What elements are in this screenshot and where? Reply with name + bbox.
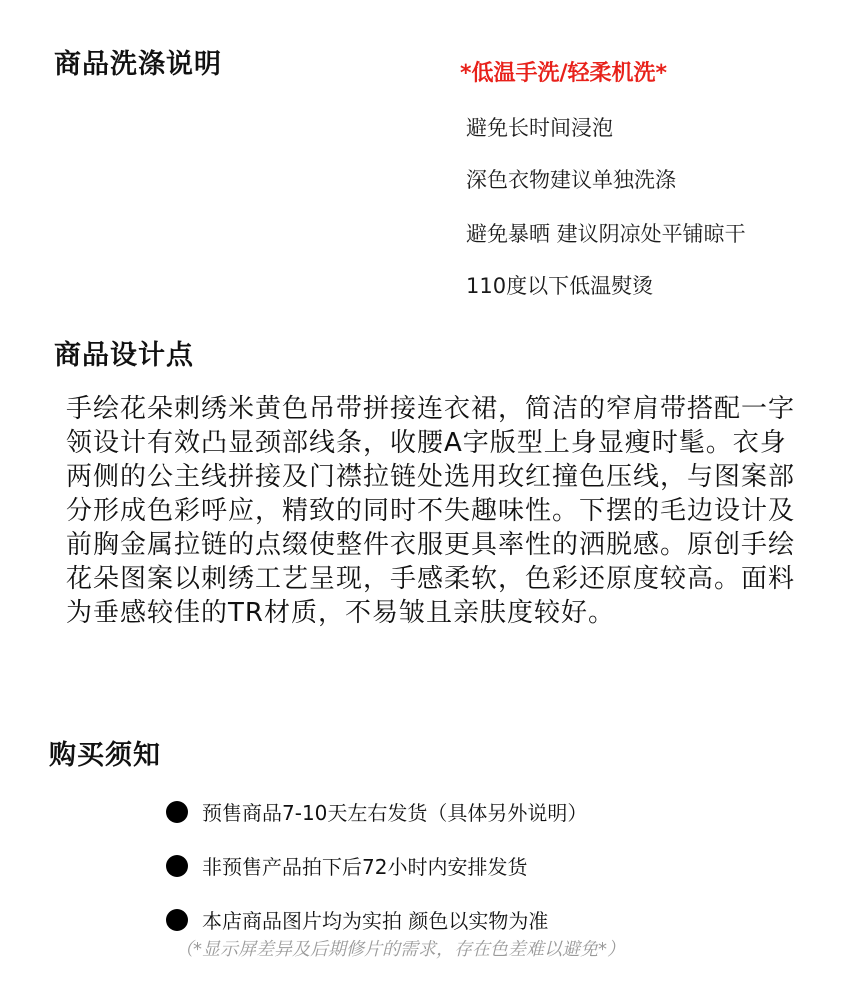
- washing-item: 110度以下低温熨烫: [466, 274, 654, 298]
- washing-item: 避免暴晒 建议阴凉处平铺晾干: [466, 222, 746, 246]
- washing-item: 避免长时间浸泡: [466, 116, 613, 140]
- bullet-icon: [166, 855, 188, 877]
- purchase-title: 购买须知: [49, 740, 161, 771]
- purchase-note: （*显示屏差异及后期修片的需求，存在色差难以避免*）: [175, 939, 625, 960]
- washing-title: 商品洗涤说明: [54, 49, 222, 80]
- bullet-icon: [166, 801, 188, 823]
- purchase-item-text: 非预售产品拍下后72小时内安排发货: [202, 855, 528, 879]
- purchase-item: [166, 851, 527, 880]
- purchase-item: [166, 797, 587, 826]
- washing-item: 深色衣物建议单独洗涤: [466, 168, 676, 192]
- design-description: 手绘花朵刺绣米黄色吊带拼接连衣裙，简洁的窄肩带搭配一字领设计有效凸显颈部线条，收腰A字版型上身显瘦时髦。衣身两侧的公主线拼接及门襟拉链处选用玫红撞色压线，与图案部分形成色彩呼应，精致的同时不失趣味性。下摆的毛边设计及前胸金属拉链的点缀使整件衣服更具率性的洒脱感。原创手绘花朵图案以刺绣工艺呈现，手感柔软，色彩还原度较高。面料为垂感较佳的TR材质，不易皱且亲肤度较好。: [66, 394, 796, 628]
- washing-highlight: *低温手洗/轻柔机洗*: [460, 61, 668, 86]
- bullet-icon: [166, 909, 188, 931]
- purchase-item: [166, 905, 548, 934]
- design-title: 商品设计点: [54, 340, 194, 371]
- purchase-item-text: 预售商品7-10天左右发货（具体另外说明）: [202, 801, 588, 825]
- purchase-item-text: 本店商品图片均为实拍 颜色以实物为准: [202, 909, 549, 933]
